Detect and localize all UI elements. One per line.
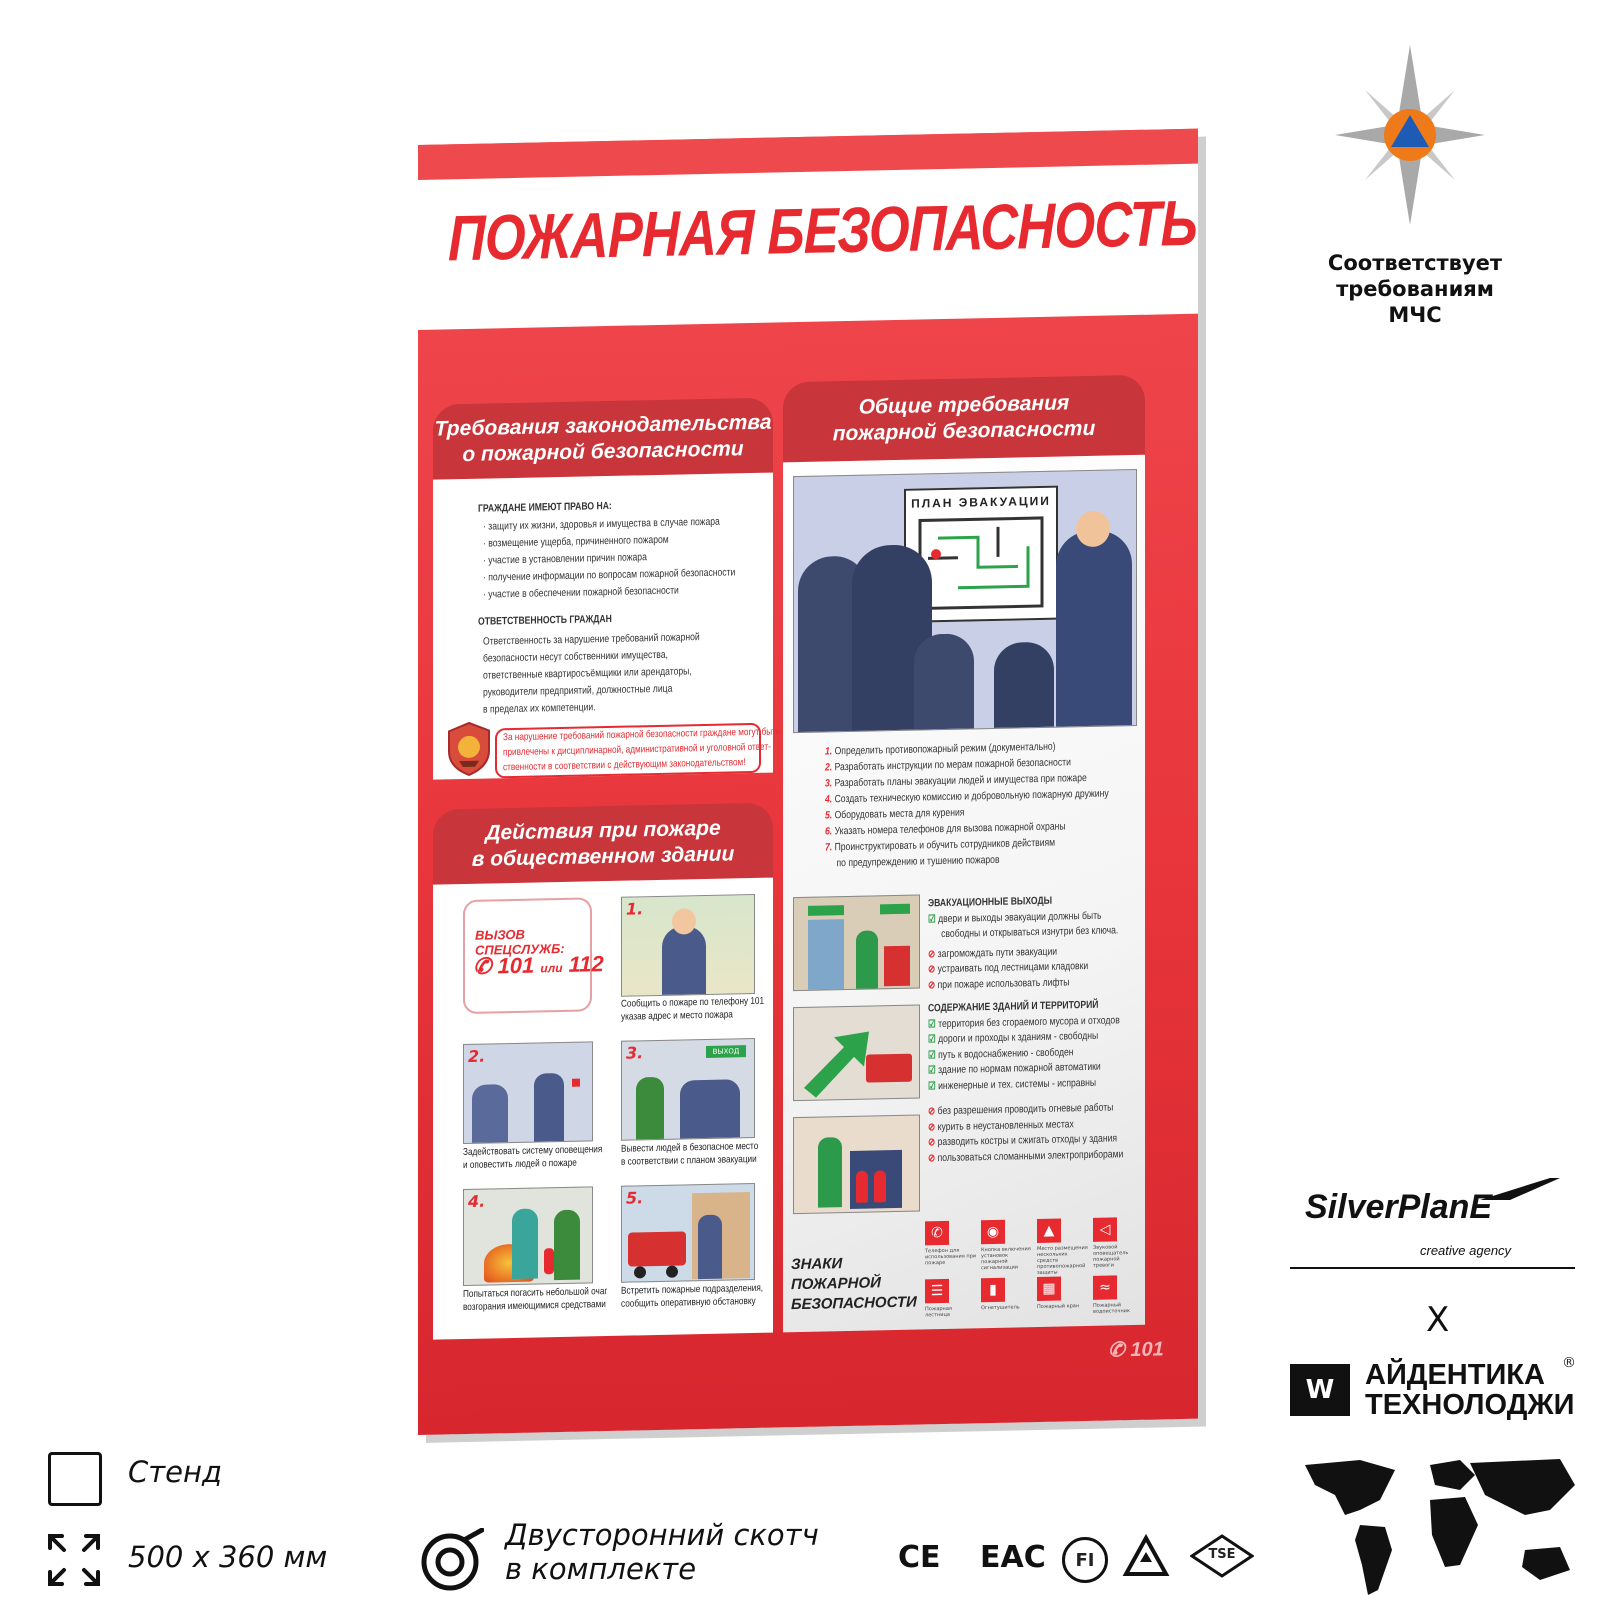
- door-icon: [808, 919, 844, 990]
- law-heading-line-2: о пожарной безопасности: [462, 436, 744, 466]
- water-icon: ≈: [1093, 1275, 1117, 1300]
- sign-label: Пожарный водоисточник: [1093, 1302, 1130, 1315]
- aidentika-name: [1365, 1360, 1574, 1420]
- list-item: ☑ территория без сгораемого мусора и отходов: [928, 1013, 1120, 1030]
- plane-wing-icon: [1480, 1176, 1560, 1202]
- rights-title: ГРАЖДАНЕ ИМЕЮТ ПРАВО НА:: [478, 499, 612, 515]
- exit-sign-icon: [880, 904, 910, 915]
- phone-icon: ✆: [1108, 1339, 1125, 1362]
- alarm-button-icon: [572, 1079, 580, 1087]
- ladder-icon: ☰: [925, 1279, 949, 1304]
- person-figure: [554, 1210, 580, 1281]
- list-item: · участие в обеспечении пожарной безопасности: [483, 584, 679, 601]
- stand-icon: [48, 1452, 102, 1506]
- call-alt-number: 112: [568, 951, 604, 977]
- ban-icon: ⊘: [928, 1151, 936, 1164]
- general-panel-body: [783, 455, 1145, 1333]
- alarm-icon: ◉: [981, 1220, 1005, 1245]
- bans-illustration: [793, 1114, 920, 1214]
- list-item: ☑ путь к водоснабжению - свободен: [928, 1045, 1074, 1061]
- sign-label: Телефон для использования при пожаре: [925, 1247, 977, 1267]
- tape-label: [505, 1518, 819, 1586]
- poster-title: ПОЖАРНАЯ БЕЗОПАСНОСТЬ: [448, 186, 1198, 275]
- list-item: ⊘ пользоваться сломанными электроприборами: [928, 1147, 1124, 1164]
- sign-label: Пожарная лестница: [925, 1305, 952, 1319]
- tse-mark: [1190, 1534, 1254, 1578]
- list-item: свободны и открываться изнутри без ключа.: [941, 924, 1119, 941]
- hotline-number: 101: [1130, 1338, 1164, 1362]
- law-panel-body: [433, 473, 781, 780]
- step-number: 1.: [626, 899, 644, 919]
- territory-illustration: [793, 1004, 920, 1101]
- exit-sign: ВЫХОД: [706, 1045, 746, 1058]
- ban-icon: ⊘: [928, 1105, 936, 1118]
- general-heading-line-2: пожарной безопасности: [832, 416, 1096, 446]
- list-item: 6. Указать номера телефонов для вызова пожарной охраны: [825, 820, 1066, 838]
- tape-roll-icon: [420, 1528, 484, 1592]
- step-5-illustration: [621, 1183, 755, 1283]
- mchs-emblem-icon: [1335, 45, 1485, 225]
- fi-mark: FI: [1062, 1537, 1108, 1583]
- wheel-icon: [634, 1266, 646, 1278]
- list-item: 5. Оборудовать места для курения: [825, 806, 965, 822]
- text-line: безопасности несут собственники имущества,: [483, 648, 668, 665]
- crowd-figure: [680, 1079, 740, 1138]
- general-steps-list: [825, 738, 1109, 872]
- general-panel-header: [783, 375, 1145, 463]
- crowd-figure: [472, 1084, 508, 1143]
- person-figure: [818, 1137, 842, 1208]
- ban-icon: ⊘: [928, 1136, 936, 1149]
- sign-label: Пожарный кран: [1037, 1303, 1080, 1311]
- ce-mark: CE: [898, 1540, 941, 1575]
- brand-line-2: ТЕХНОЛОДЖИ: [1365, 1389, 1575, 1421]
- step-2-illustration: [463, 1041, 593, 1144]
- law-panel-header: [433, 398, 773, 480]
- silverplane-tagline: creative agency: [1420, 1243, 1512, 1258]
- collab-x: X: [1426, 1300, 1450, 1340]
- text-line: Ответственность за нарушение требований пожарной: [483, 631, 700, 648]
- step-3-caption: Вывести людей в безопасное место в соответствии с планом эвакуации: [621, 1140, 759, 1168]
- person-figure: [662, 926, 706, 995]
- list-item: по предупреждению и тушению пожаров: [836, 853, 1000, 870]
- fire-truck-icon: [628, 1231, 686, 1266]
- list-item: 7. Проинструктировать и обучить сотрудников действиям: [825, 836, 1056, 854]
- list-item: ☑ дороги и проходы к зданиям - свободны: [928, 1029, 1099, 1046]
- extinguisher-icon: ▮: [981, 1278, 1005, 1303]
- extinguisher-icon: [544, 1248, 554, 1274]
- guide-figure: [636, 1077, 664, 1140]
- check-icon: ☑: [928, 1064, 936, 1077]
- list-item: ⊘ разводить костры и сжигать отходы у здания: [928, 1132, 1118, 1149]
- responsibility-title: ОТВЕТСТВЕННОСТЬ ГРАЖДАН: [478, 612, 612, 628]
- list-item: 1. Определить противопожарный режим (документально): [825, 740, 1056, 758]
- maintenance-title: СОДЕРЖАНИЕ ЗДАНИЙ И ТЕРРИТОРИЙ: [928, 998, 1099, 1015]
- step-4-caption: Попытаться погасить небольшой очаг возгорания имеющимися средствами: [463, 1286, 608, 1314]
- list-item: 2. Разработать инструкции по мерам пожарной безопасности: [825, 756, 1071, 774]
- check-icon: ☑: [928, 1033, 936, 1046]
- ban-icon: ⊘: [928, 947, 936, 960]
- list-item: ☑ двери и выходы эвакуации должны быть: [928, 909, 1102, 925]
- ban-icon: ⊘: [928, 1120, 936, 1133]
- phone-icon: ✆: [473, 953, 492, 979]
- mchs-line: МЧС: [1388, 303, 1442, 327]
- call-numbers: [473, 951, 604, 980]
- check-icon: ☑: [928, 1048, 936, 1061]
- wheel-icon: [666, 1266, 678, 1278]
- person-figure: [534, 1073, 564, 1142]
- sign-label: Место размещения нескольких средств противопожарной защиты: [1037, 1244, 1088, 1277]
- text-line: ответственные квартиросъёмщики или арендаторы,: [483, 665, 692, 682]
- list-item: ⊘ устраивать под лестницами кладовки: [928, 959, 1089, 976]
- aidentika-logo-icon: W: [1290, 1364, 1350, 1416]
- step-1-illustration: [621, 894, 755, 997]
- list-item: ⊘ загромождать пути эвакуации: [928, 945, 1058, 960]
- person-figure: [856, 930, 878, 988]
- mchs-line: требованиям: [1336, 277, 1494, 301]
- exits-illustration: [793, 894, 920, 991]
- step-number: 2.: [468, 1046, 486, 1066]
- step-4-illustration: [463, 1186, 593, 1286]
- mchs-line: Соответствует: [1327, 251, 1503, 275]
- eac-mark: EAC: [980, 1540, 1046, 1575]
- check-icon: ☑: [928, 1079, 936, 1092]
- actions-heading-line-2: в общественном здании: [471, 841, 735, 871]
- green-arrow-icon: [794, 1006, 919, 1101]
- list-item: · возмещение ущерба, причиненного пожаром: [483, 533, 669, 550]
- text-line: руководители предприятий, должностные лица: [483, 682, 673, 699]
- step-number: 5.: [626, 1188, 644, 1208]
- list-item: ⊘ без разрешения проводить огневые работы: [928, 1101, 1114, 1118]
- silverplane-logo: SilverPlanE: [1305, 1188, 1493, 1226]
- tape-line-1: Двусторонний скотч: [505, 1518, 819, 1552]
- call-title: ВЫЗОВ СПЕЦСЛУЖБ:: [475, 926, 565, 958]
- person-figure: [512, 1208, 538, 1279]
- list-item: ☑ инженерные и тех. системы - исправны: [928, 1076, 1097, 1092]
- call-main-number: 101: [497, 952, 535, 979]
- list-item: ⊘ курить в неустановленных местах: [928, 1117, 1074, 1133]
- tape-line-2: в комплекте: [505, 1552, 697, 1586]
- footer-hotline: [1108, 1336, 1164, 1362]
- equipment-icon: ▲: [1037, 1219, 1061, 1244]
- step-3-illustration: [621, 1038, 755, 1141]
- brand-divider: [1290, 1267, 1575, 1269]
- person-figure: [914, 633, 974, 729]
- world-map-icon: [1300, 1455, 1580, 1605]
- warning-line: За нарушение требований пожарной безопасности граждане могут быть: [503, 726, 781, 744]
- floor-plan-icon: [918, 516, 1044, 611]
- list-item: 4. Создать техническую комиссию и добровольную пожарную дружину: [825, 787, 1109, 806]
- list-item: ⊘ при пожаре использовать лифты: [928, 975, 1070, 991]
- plan-label: ПЛАН ЭВАКУАЦИИ: [911, 493, 1051, 511]
- fire-truck-icon: [866, 1054, 912, 1083]
- emergency-call-box: [463, 897, 604, 1014]
- warning-line: ственности в соответствии с действующим законодательством!: [503, 757, 746, 774]
- warning-line: привлечены к дисциплинарной, административной и уголовной ответ-: [503, 741, 771, 759]
- sign-label: Огнетушитель: [981, 1304, 1020, 1312]
- list-item: 3. Разработать планы эвакуации людей и имущества при пожаре: [825, 771, 1087, 790]
- exits-title: ЭВАКУАЦИОННЫЕ ВЫХОДЫ: [928, 894, 1053, 910]
- step-number: 3.: [626, 1043, 644, 1063]
- boxes-icon: [884, 946, 910, 987]
- list-item: ☑ здание по нормам пожарной автоматики: [928, 1060, 1101, 1077]
- list-item: · получение информации по вопросам пожарной безопасности: [483, 566, 736, 584]
- sign-label: Кнопка включения установок пожарной сигнализации: [981, 1246, 1031, 1272]
- exits-rules: [928, 892, 1123, 1166]
- step-number: 4.: [468, 1191, 486, 1211]
- text-line: в пределах их компетенции.: [483, 701, 596, 716]
- tse-text: TSE: [1208, 1547, 1236, 1562]
- check-icon: ☑: [928, 912, 936, 925]
- hydrant-icon: ▦: [1037, 1277, 1061, 1302]
- general-heading-line-1: Общие требования: [858, 391, 1070, 419]
- person-figure: [698, 1215, 722, 1280]
- brand-line-1: АЙДЕНТИКА: [1365, 1359, 1545, 1391]
- rights-list: [483, 513, 735, 603]
- registered-mark: ®: [1562, 1355, 1576, 1371]
- phone-icon: ✆: [925, 1221, 949, 1246]
- warning-box: [495, 723, 781, 779]
- law-heading-line-1: Требования законодательства: [434, 410, 772, 441]
- siren-icon: ◁: [1093, 1217, 1117, 1242]
- stand-poster: [418, 104, 1198, 1450]
- actions-panel-header: [433, 803, 773, 885]
- actions-panel-body: [433, 878, 773, 1340]
- step-2-caption: Задействовать систему оповещения и оповестить людей о пожаре: [463, 1144, 603, 1172]
- gas-cylinder-icon: [874, 1170, 886, 1202]
- size-label: 500 х 360 мм: [128, 1540, 328, 1574]
- evacuation-plan-illustration: [793, 469, 1137, 733]
- person-figure: [994, 642, 1054, 728]
- fire-emblem-icon: [445, 720, 493, 777]
- list-item: · защиту их жизни, здоровья и имущества в случае пожара: [483, 515, 720, 533]
- sign-label: Звуковой оповещатель пожарной тревоги: [1093, 1244, 1129, 1269]
- step-5-caption: Встретить пожарные подразделения, сообщить оперативную обстановку: [621, 1282, 764, 1310]
- actions-heading-line-1: Действия при пожаре: [485, 816, 721, 845]
- check-icon: ☑: [928, 1017, 936, 1030]
- expand-icon: [46, 1532, 102, 1588]
- step-1-caption: Сообщить о пожаре по телефону 101 указав адрес и место пожара: [621, 995, 765, 1023]
- type-label: Стенд: [128, 1455, 222, 1489]
- list-item: · участие в установлении причин пожара: [483, 551, 647, 567]
- instructor-figure: [1056, 530, 1132, 727]
- signs-grid: [925, 1217, 1140, 1326]
- responsibility-text: [483, 629, 700, 719]
- exit-sign-icon: [808, 905, 844, 916]
- ban-icon: ⊘: [928, 963, 936, 976]
- mchs-compliance: [1325, 250, 1505, 328]
- signs-title: ЗНАКИ ПОЖАРНОЙ БЕЗОПАСНОСТИ: [791, 1255, 917, 1314]
- ban-icon: ⊘: [928, 978, 936, 991]
- gas-cylinder-icon: [856, 1171, 868, 1203]
- recycle-icon: [1122, 1534, 1170, 1580]
- call-or: или: [540, 960, 563, 976]
